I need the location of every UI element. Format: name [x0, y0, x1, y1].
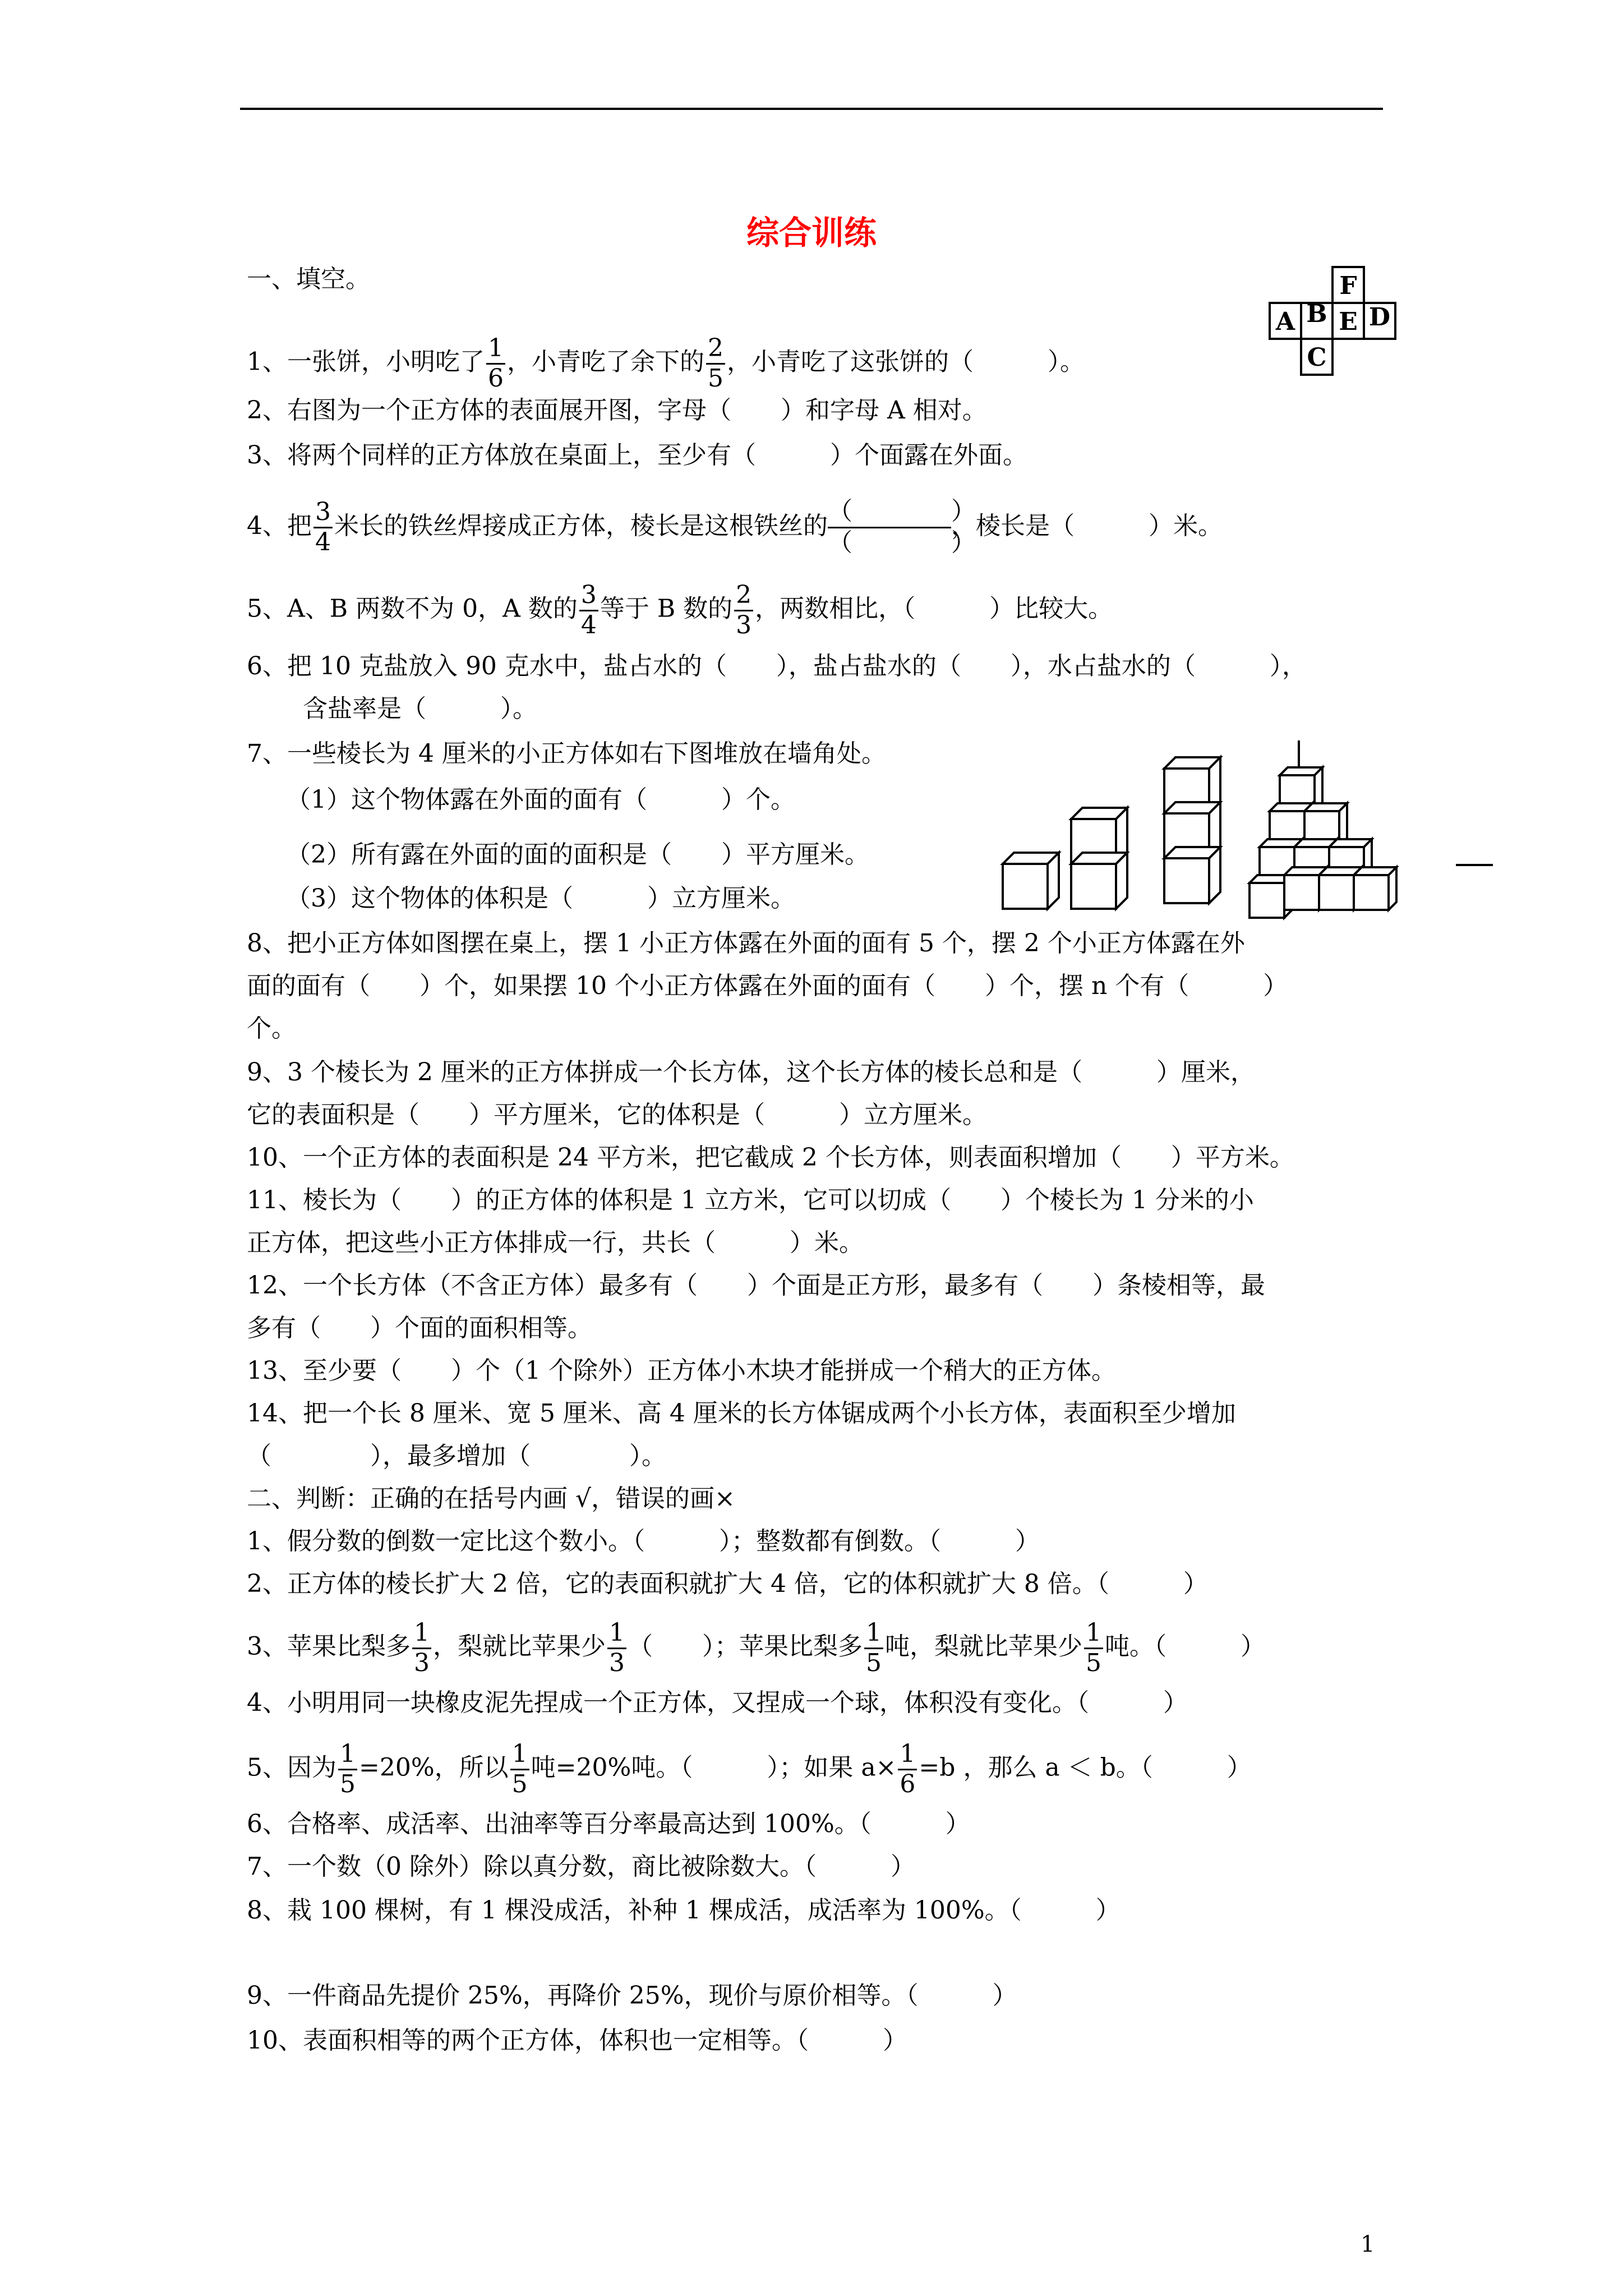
question-2: 2、右图为一个正方体的表面展开图，字母（ ）和字母 A 相对。	[247, 396, 987, 425]
judge-9: 9、一件商品先提价 25%，再降价 25%，现价与原价相等。（ ）	[247, 1981, 1017, 2010]
question-7-sub-2: （2）所有露在外面的面的面积是（ ）平方厘米。	[286, 840, 869, 869]
judge-5: 5、因为 $\frac{1}{5}$ =20%，所以 $\frac{1}{5}$ 吨=20%吨。（ ）；如果 a× $\frac{1}{6}$ =b ，那么 a ＜ b。（ ）	[247, 1740, 1252, 1798]
fraction: $\frac{1}{3}$	[412, 1619, 431, 1677]
fraction: $\frac{2}{3}$	[734, 581, 753, 639]
header-rule	[240, 108, 1383, 110]
question-5: 5、A、B 两数不为 0，A 数的 $\frac{3}{4}$ 等于 B 数的 $\frac{2}{3}$ ，两数相比，（ ）比较大。	[247, 581, 1113, 639]
judge-3: 3、苹果比梨多 $\frac{1}{3}$ ，梨就比苹果少 $\frac{1}{3}$ （ ）；苹果比梨多 $\frac{1}{5}$ 吨，梨就比苹果少 $\frac{1}{5}$ 吨。（ ）	[247, 1618, 1265, 1677]
fraction: $\frac{1}{5}$	[1084, 1619, 1103, 1677]
question-8-line-2: 面的面有（ ）个，如果摆 10 个小正方体露在外面的面有（ ）个，摆 n 个有（ ）	[247, 972, 1288, 1000]
question-7-sub-1: （1）这个物体露在外面的面有（ ）个。	[286, 785, 795, 814]
fraction: $\frac{1}{5}$	[510, 1740, 529, 1798]
blank-fraction: （ ） （ ）	[828, 497, 976, 557]
question-13: 13、至少要（ ）个（1 个除外）正方体小木块才能拼成一个稍大的正方体。	[247, 1356, 1116, 1385]
stacked-cubes-figure	[993, 740, 1497, 926]
judge-2: 2、正方体的棱长扩大 2 倍，它的表面积就扩大 4 倍，它的体积就扩大 8 倍。（ ）	[247, 1570, 1208, 1598]
page-title: 综合训练	[746, 214, 877, 252]
fraction: $\frac{1}{6}$	[486, 334, 505, 393]
question-8-line-3: 个。	[247, 1014, 296, 1043]
question-8-line-1: 8、把小正方体如图摆在桌上，摆 1 小正方体露在外面的面有 5 个，摆 2 个小正方体露在外	[247, 929, 1245, 958]
question-12-line-1: 12、一个长方体（不含正方体）最多有（ ）个面是正方形，最多有（ ）条棱相等，最	[247, 1271, 1265, 1300]
judge-8: 8、栽 100 棵树，有 1 棵没成活，补种 1 棵成活，成活率为 100%。（ ）	[247, 1896, 1121, 1925]
question-11-line-1: 11、棱长为（ ）的正方体的体积是 1 立方米，它可以切成（ ）个棱长为 1 分米的小	[247, 1186, 1254, 1214]
judge-10: 10、表面积相等的两个正方体，体积也一定相等。（ ）	[247, 2026, 907, 2055]
question-6-line-2: 含盐率是（ ）。	[303, 694, 537, 723]
net-letter-a: A	[1275, 307, 1295, 336]
question-9-line-2: 它的表面积是（ ）平方厘米，它的体积是（ ）立方厘米。	[247, 1101, 987, 1129]
question-11-line-2: 正方体，把这些小正方体排成一行，共长（ ）米。	[247, 1228, 864, 1257]
question-9-line-1: 9、3 个棱长为 2 厘米的正方体拼成一个长方体，这个长方体的棱长总和是（ ）厘米，	[247, 1058, 1255, 1087]
net-letter-e: E	[1339, 307, 1358, 336]
fraction: $\frac{1}{5}$	[864, 1619, 883, 1677]
question-12-line-2: 多有（ ）个面的面积相等。	[247, 1314, 592, 1342]
cube-net-diagram	[1262, 264, 1424, 398]
net-letter-c: C	[1307, 343, 1327, 372]
question-6-line-1: 6、把 10 克盐放入 90 克水中，盐占水的（ ），盐占盐水的（ ），水占盐水的（ ），	[247, 652, 1307, 680]
fraction: $\frac{3}{4}$	[313, 498, 333, 556]
judge-4: 4、小明用同一块橡皮泥先捏成一个正方体，又捏成一个球，体积没有变化。（ ）	[247, 1688, 1188, 1717]
question-14-line-2: （ ），最多增加（ ）。	[247, 1442, 666, 1470]
fraction: $\frac{1}{3}$	[607, 1619, 626, 1677]
judge-6: 6、合格率、成活率、出油率等百分率最高达到 100%。（ ）	[247, 1810, 970, 1838]
fraction: $\frac{1}{6}$	[898, 1740, 917, 1798]
judge-1: 1、假分数的倒数一定比这个数小。（ ）；整数都有倒数。（ ）	[247, 1527, 1040, 1556]
net-letter-b: B	[1306, 300, 1327, 328]
question-3: 3、将两个同样的正方体放在桌面上，至少有（ ）个面露在外面。	[247, 441, 1027, 470]
question-10: 10、一个正方体的表面积是 24 平方米，把它截成 2 个长方体，则表面积增加（ ）平方米。	[247, 1143, 1294, 1172]
fraction: $\frac{2}{5}$	[706, 334, 725, 393]
section-1-heading: 一、填空。	[247, 265, 370, 293]
net-letter-f: F	[1339, 272, 1357, 300]
question-1: 1、一张饼，小明吃了 $\frac{1}{6}$ ，小青吃了余下的 $\frac{2}{5}$ ，小青吃了这张饼的（ ）。	[247, 334, 1085, 393]
question-4: 4、把 $\frac{3}{4}$ 米长的铁丝焊接成正方体，棱长是这根铁丝的 （ ） （ ） ，棱长是（ ）米。	[247, 497, 1223, 557]
section-2-heading: 二、判断：正确的在括号内画 √，错误的画×	[247, 1484, 735, 1513]
question-14-line-1: 14、把一个长 8 厘米、宽 5 厘米、高 4 厘米的长方体锯成两个小长方体，表面积至少增加	[247, 1399, 1236, 1428]
fraction: $\frac{1}{5}$	[338, 1740, 357, 1798]
page-number: 1	[1361, 2231, 1375, 2257]
fraction: $\frac{3}{4}$	[579, 581, 598, 639]
net-letter-d: D	[1368, 303, 1391, 332]
question-7: 7、一些棱长为 4 厘米的小正方体如右下图堆放在墙角处。	[247, 739, 886, 768]
question-7-sub-3: （3）这个物体的体积是（ ）立方厘米。	[286, 884, 795, 913]
judge-7: 7、一个数（0 除外）除以真分数，商比被除数大。（ ）	[247, 1852, 915, 1881]
